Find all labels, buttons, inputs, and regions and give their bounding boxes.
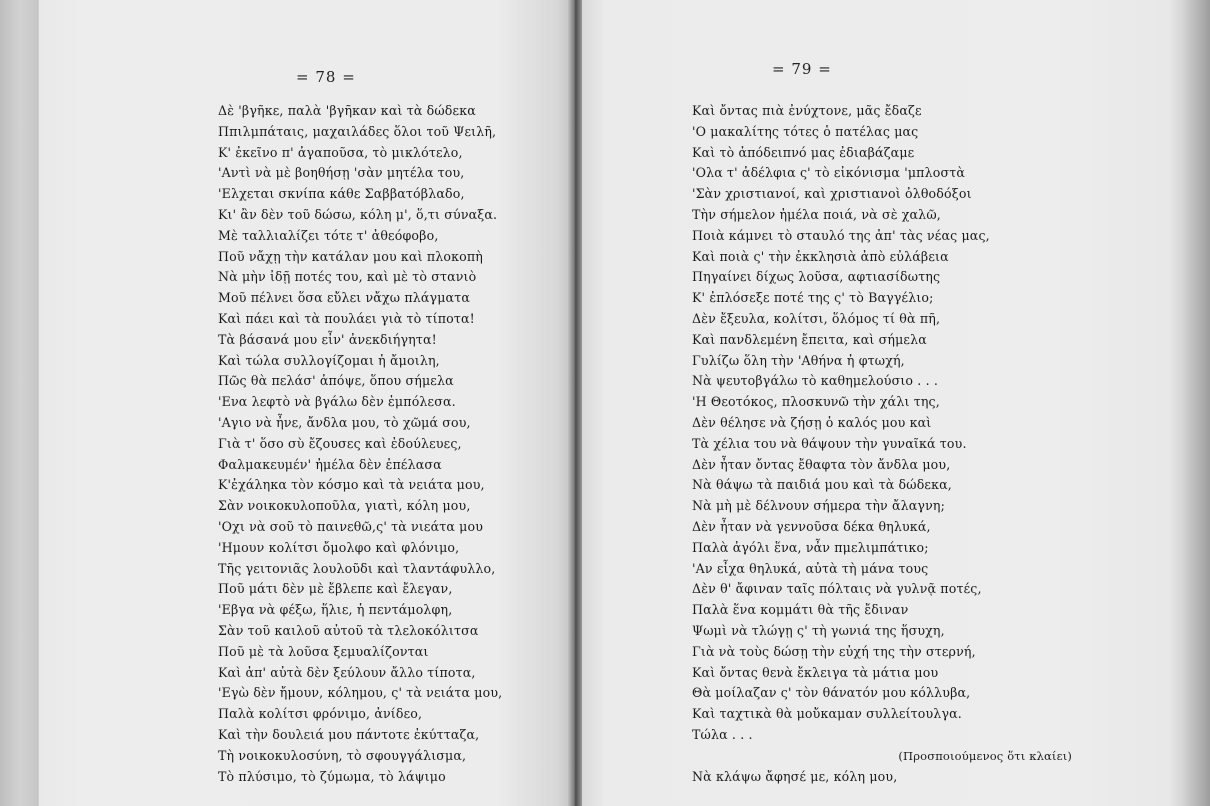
verse-line: Καὶ ὄντας θενὰ ἔκλειγα τὰ μάτια μου	[692, 664, 939, 680]
verse-line: 'Εγὼ δὲν ἤμουν, κόλημου, ς' τὰ νειάτα μου,	[218, 685, 503, 701]
verse-line: Δὲν ἦταν ὄντας ἔθαφτα τὸν ἄνδλα μου,	[692, 456, 951, 472]
verse-line: Δὲν θέλησε νὰ ζήσῃ ὁ καλός μου καὶ	[692, 414, 932, 430]
verse-line: Τώλα . . .	[692, 726, 753, 742]
verse-line: Τῆς γειτονιᾶς λουλοῦδι καὶ τλαντάφυλλο,	[218, 560, 496, 576]
verse-line: 'Αν εἶχα θηλυκά, αὐτὰ τὴ μάνα τους	[692, 560, 929, 576]
verse-block	[218, 101, 558, 787]
verse-line: 'Σὰν χριστιανοί, καὶ χριστιανοὶ ὀλθοδόξοι	[692, 186, 972, 202]
verse-line: Νὰ μὴ μὲ δέλνουν σήμερα τὴν ἄλαγνη;	[692, 498, 945, 514]
verse-line: Κι' ἂν δὲν τοῦ δώσω, κόλη μ', ὅ,τι σύναξα.	[218, 206, 498, 222]
verse-line: Ποῦ νἄχῃ τὴν κατάλαν μου καὶ πλοκοπὴ	[218, 248, 483, 264]
verse-line: 'Η Θεοτόκος, πλοσκυνῶ τὴν χάλι της,	[692, 394, 940, 410]
verse-line: Τὴ νοικοκυλοσύνη, τὸ σφουγγάλισμα,	[218, 747, 467, 763]
verse-line: 'Εβγα νὰ φέξω, ἥλιε, ἡ πεντάμολφη,	[218, 602, 453, 618]
verse-line: Ποιὰ κάμνει τὸ σταυλό της ἀπ' τὰς νέας μας,	[692, 227, 990, 243]
verse-line: Δὲν ἔξευλα, κολίτσι, ὅλόμος τί θὰ πῆ,	[692, 310, 941, 326]
verse-line: Γιὰ νὰ τοὺς δώσῃ τὴν εὐχή της τὴν στερνή,	[692, 643, 976, 659]
verse-line: Πηγαίνει δίχως λοῦσα, αφτιασίδωτης	[692, 269, 941, 285]
verse-line: Καὶ πανδλεμένη ἔπειτα, καὶ σήμελα	[692, 331, 927, 347]
verse-line: Καὶ ὄντας πιὰ ἐνύχτονε, μᾶς ἔδαζε	[692, 103, 922, 118]
verse-line: Καὶ ποιὰ ς' τὴν ἐκκλησιὰ ἀπὸ εὐλάβεια	[692, 248, 949, 264]
stage-direction: (Προσποιούμενος ὅτι κλαίει)	[898, 748, 1072, 763]
verse-line: Σὰν νοικοκυλοποῦλα, γιατὶ, κόλη μου,	[218, 498, 471, 514]
verse-line: Καὶ τὴν δουλειά μου πάντοτε ἐκύτταζα,	[218, 726, 480, 742]
verse-line: Νὰ ψευτοβγάλω τὸ καθημελούσιο . . .	[692, 373, 939, 389]
verse-line: Γιὰ τ' ὅσο σὺ ἔζουσες καὶ ἐδούλευες,	[218, 435, 462, 451]
verse-line: Καὶ τὸ ἀπόδειπνό μας ἐδιαβάζαμε	[692, 144, 915, 160]
verse-line: Κ' ἐπλόσεξε ποτέ της ς' τὸ Βαγγέλιο;	[692, 290, 934, 306]
verse-line: Ππιλμπάταις, μαχαιλάδες ὅλοι τοῦ Ψειλῆ,	[218, 123, 497, 139]
verse-line: Παλὰ κολίτσι φρόνιμο, ἀνίδεο,	[218, 706, 423, 722]
verse-line: Ψωμὶ νὰ τλώγῃ ς' τὴ γωνιά της ἥσυχη,	[692, 622, 945, 638]
right-page	[582, 0, 1170, 806]
verse-line: Νὰ μὴν ἰδῇ ποτές του, καὶ μὲ τὸ στανιὸ	[218, 269, 477, 285]
verse-line: Τὰ χέλια του νὰ θάψουν τὴν γυναῖκά του.	[692, 435, 967, 451]
verse-line: Σὰν τοῦ καιλοῦ αὐτοῦ τὰ τλελοκόλιτσα	[218, 622, 479, 638]
verse-line: Παλὰ ἕνα κομμάτι θὰ τῆς ἔδιναν	[692, 602, 909, 618]
book-gutter	[568, 0, 582, 806]
verse-line: Νὰ θάψω τὰ παιδιά μου καὶ τὰ δώδεκα,	[692, 477, 952, 493]
verse-line: Δὲν ἦταν νὰ γεννοῦσα δέκα θηλυκά,	[692, 518, 931, 534]
verse-line: Τὰ βάσανά μου εἶν' ἀνεκδιήγητα!	[218, 331, 437, 347]
verse-line: Παλὰ ἀγόλι ἕνα, νἆν πμελιμπάτικο;	[692, 539, 929, 555]
verse-line: Δὲν θ' ἄφιναν ταῖς πόλταις νὰ γυλνᾷ ποτές,	[692, 581, 982, 597]
verse-line: Κ' ἐκεῖνο π' ἀγαποῦσα, τὸ μικλότελο,	[218, 144, 463, 160]
verse-block	[692, 101, 1092, 787]
verse-line: Φαλμακευμέν' ἠμέλα δὲν ἐπέλασα	[218, 456, 442, 472]
verse-line: Γυλίζω ὅλη τὴν 'Αθήνα ἡ φτωχή,	[692, 352, 905, 368]
verse-line: Θὰ μοίλαζαν ς' τὸν θάνατόν μου κόλλυβα,	[692, 685, 971, 701]
verse-line: Μὲ ταλλιαλίζει τότε τ' ἀθεόφοβο,	[218, 227, 439, 243]
page-number: = 79 =	[772, 60, 832, 78]
page-number: = 78 =	[296, 68, 356, 86]
verse-line: 'Αντὶ νὰ μὲ βοηθήσῃ 'σὰν μητέλα του,	[218, 165, 465, 181]
verse-line: Καὶ ἀπ' αὐτὰ δὲν ξεύλουν ἄλλο τίποτα,	[218, 664, 476, 680]
verse-line: Δὲ 'βγῆκε, παλὰ 'βγῆκαν καὶ τὰ δώδεκα	[218, 103, 476, 118]
verse-line: 'Οχι νὰ σοῦ τὸ παινεθῶ,ς' τὰ νιεάτα μου	[218, 518, 484, 534]
verse-line: Μοῦ πέλνει ὅσα εὔλει νἄχω πλάγματα	[218, 290, 470, 306]
verse-line: Καὶ ταχτικὰ θὰ μοὔκαμαν συλλείτουλγα.	[692, 706, 962, 722]
verse-line: 'Ελχεται σκνίπα κάθε Σαββατόβλαδο,	[218, 186, 465, 202]
verse-line: 'Ημουν κολίτσι ὄμολφο καὶ φλόνιμο,	[218, 539, 460, 555]
verse-line: Καὶ πάει καὶ τὰ πουλάει γιὰ τὸ τίποτα!	[218, 310, 475, 326]
verse-line: 'Ενα λεφτὸ νὰ βγάλω δὲν ἐμπόλεσα.	[218, 394, 456, 410]
verse-line: Τὸ πλύσιμο, τὸ ζύμωμα, τὸ λάψιμο	[218, 768, 446, 784]
verse-line: Καὶ τώλα συλλογίζομαι ἡ ἄμοιλη,	[218, 352, 440, 368]
verse-line: 'Αγιο νὰ ἦνε, ἄνδλα μου, τὸ χῶμά σου,	[218, 414, 471, 430]
verse-line: Ποῦ μὲ τὰ λοῦσα ξεμυαλίζονται	[218, 643, 429, 659]
verse-line: Κ'ἐχάληκα τὸν κόσμο καὶ τὰ νειάτα μου,	[218, 477, 485, 493]
verse-line: 'Ολα τ' ἀδέλφια ς' τὸ εἰκόνισμα 'μπλοστὰ	[692, 165, 965, 181]
verse-line: Τὴν σήμελον ἠμέλα ποιά, νὰ σὲ χαλῶ,	[692, 206, 941, 222]
left-page	[38, 0, 578, 806]
verse-line: 'Ο μακαλίτης τότες ὁ πατέλας μας	[692, 123, 919, 139]
verse-line: Πῶς θὰ πελάσ' ἀπόψε, ὅπου σήμελα	[218, 373, 454, 389]
verse-line: Νὰ κλάψω ἄφησέ με, κόλη μου,	[692, 768, 898, 784]
verse-line: Ποῦ μάτι δὲν μὲ ἔβλεπε καὶ ἔλεγαν,	[218, 581, 453, 597]
page-edge	[1170, 0, 1210, 806]
